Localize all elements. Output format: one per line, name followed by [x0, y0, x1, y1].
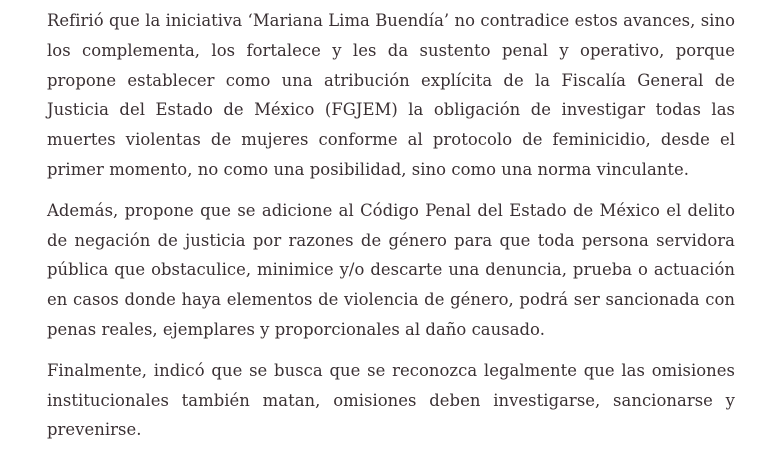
- paragraph-2: Además, propone que se adicione al Código Penal del Estado de México el delito de negación de justicia por razones de género para que toda persona servidora pública que obstaculice, minimice y/o descarte una denuncia, prueba o actuación en casos donde haya elementos de violencia de género, podrá ser sancionada con penas reales, ejemplares y proporcionales al daño causado.: [47, 200, 735, 339]
- paragraph-3: Finalmente, indicó que se busca que se reconozca legalmente que las omisiones institucionales también matan, omisiones deben investigarse, sancionarse y prevenirse.: [47, 360, 735, 440]
- article-body: [47, 6, 735, 456]
- paragraph-1: Refirió que la iniciativa ‘Mariana Lima Buendía’ no contradice estos avances, sino los complementa, los fortalece y les da sustento penal y operativo, porque propone establecer como una atribución explícita de la Fiscalía General de Justicia del Estado de México (FGJEM) la obligación de investigar todas las muertes violentas de mujeres conforme al protocolo de feminicidio, desde el primer momento, no como una posibilidad, sino como una norma vinculante.: [47, 11, 735, 179]
